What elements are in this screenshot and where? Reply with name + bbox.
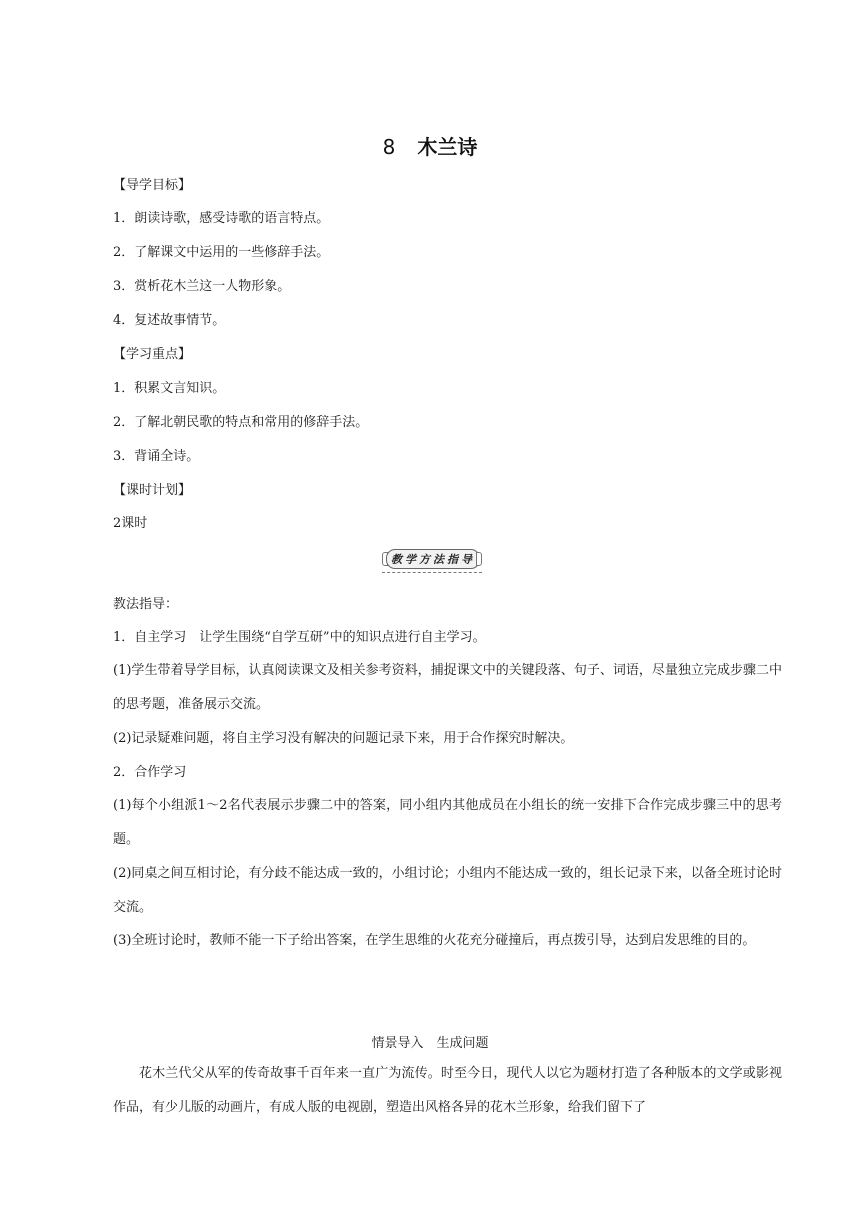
- goal-item: 1．朗读诗歌，感受诗歌的语言特点。: [113, 211, 330, 226]
- plan-heading: 【课时计划】: [113, 483, 192, 498]
- method-paragraph: (2)同桌之间互相讨论，有分歧不能达成一致的，小组讨论；小组内不能达成一致的，组长记录下来，以备全班讨论时交流。: [113, 866, 782, 915]
- method-item: 2．合作学习: [113, 765, 187, 780]
- focus-item: 2．了解北朝民歌的特点和常用的修辞手法。: [113, 415, 369, 430]
- method-paragraph: (2)记录疑难问题，将自主学习没有解决的问题记录下来，用于合作探究时解决。: [113, 731, 574, 746]
- goal-item: 2．了解课文中运用的一些修辞手法。: [113, 245, 330, 260]
- focus-item: 1．积累文言知识。: [113, 381, 226, 396]
- method-item: 1．自主学习 让学生围绕“自学互研”中的知识点进行自主学习。: [113, 630, 486, 645]
- plan-text: 2课时: [113, 516, 148, 531]
- intro-heading: 情景导入 生成问题: [371, 1036, 489, 1051]
- banner-right-cap: [476, 552, 482, 566]
- method-heading: 教法指导：: [113, 597, 179, 612]
- intro-paragraph: 花木兰代父从军的传奇故事千百年来一直广为流传。时至今日，现代人以它为题材打造了各种版本的文学或影视作品，有少儿版的动画片，有成人版的电视剧，塑造出风格各异的花木兰形象，给我们留下了: [113, 1066, 782, 1115]
- goal-item: 3．赏析花木兰这一人物形象。: [113, 279, 291, 294]
- goals-heading: 【导学目标】: [113, 178, 192, 193]
- focus-heading: 【学习重点】: [113, 347, 192, 362]
- focus-item: 3．背诵全诗。: [113, 449, 200, 464]
- teaching-method-banner: [382, 549, 482, 577]
- method-paragraph: (1)学生带着导学目标，认真阅读课文及相关参考资料，捕捉课文中的关键段落、句子、词语，尽量独立完成步骤二中的思考题，准备展示交流。: [113, 663, 782, 712]
- lesson-number: 8: [382, 135, 396, 159]
- method-paragraph: (3)全班讨论时，教师不能一下子给出答案，在学生思维的火花充分碰撞后，再点拨引导，达到启发思维的目的。: [113, 933, 756, 948]
- banner-divider: [382, 572, 482, 573]
- lesson-title: 木兰诗: [417, 135, 478, 159]
- method-paragraph: (1)每个小组派1～2名代表展示步骤二中的答案，同小组内其他成员在小组长的统一安排下合作完成步骤三中的思考题。: [113, 798, 782, 847]
- banner-label: 教学方法指导: [386, 549, 480, 569]
- page-title: [0, 131, 860, 160]
- goal-item: 4．复述故事情节。: [113, 313, 226, 328]
